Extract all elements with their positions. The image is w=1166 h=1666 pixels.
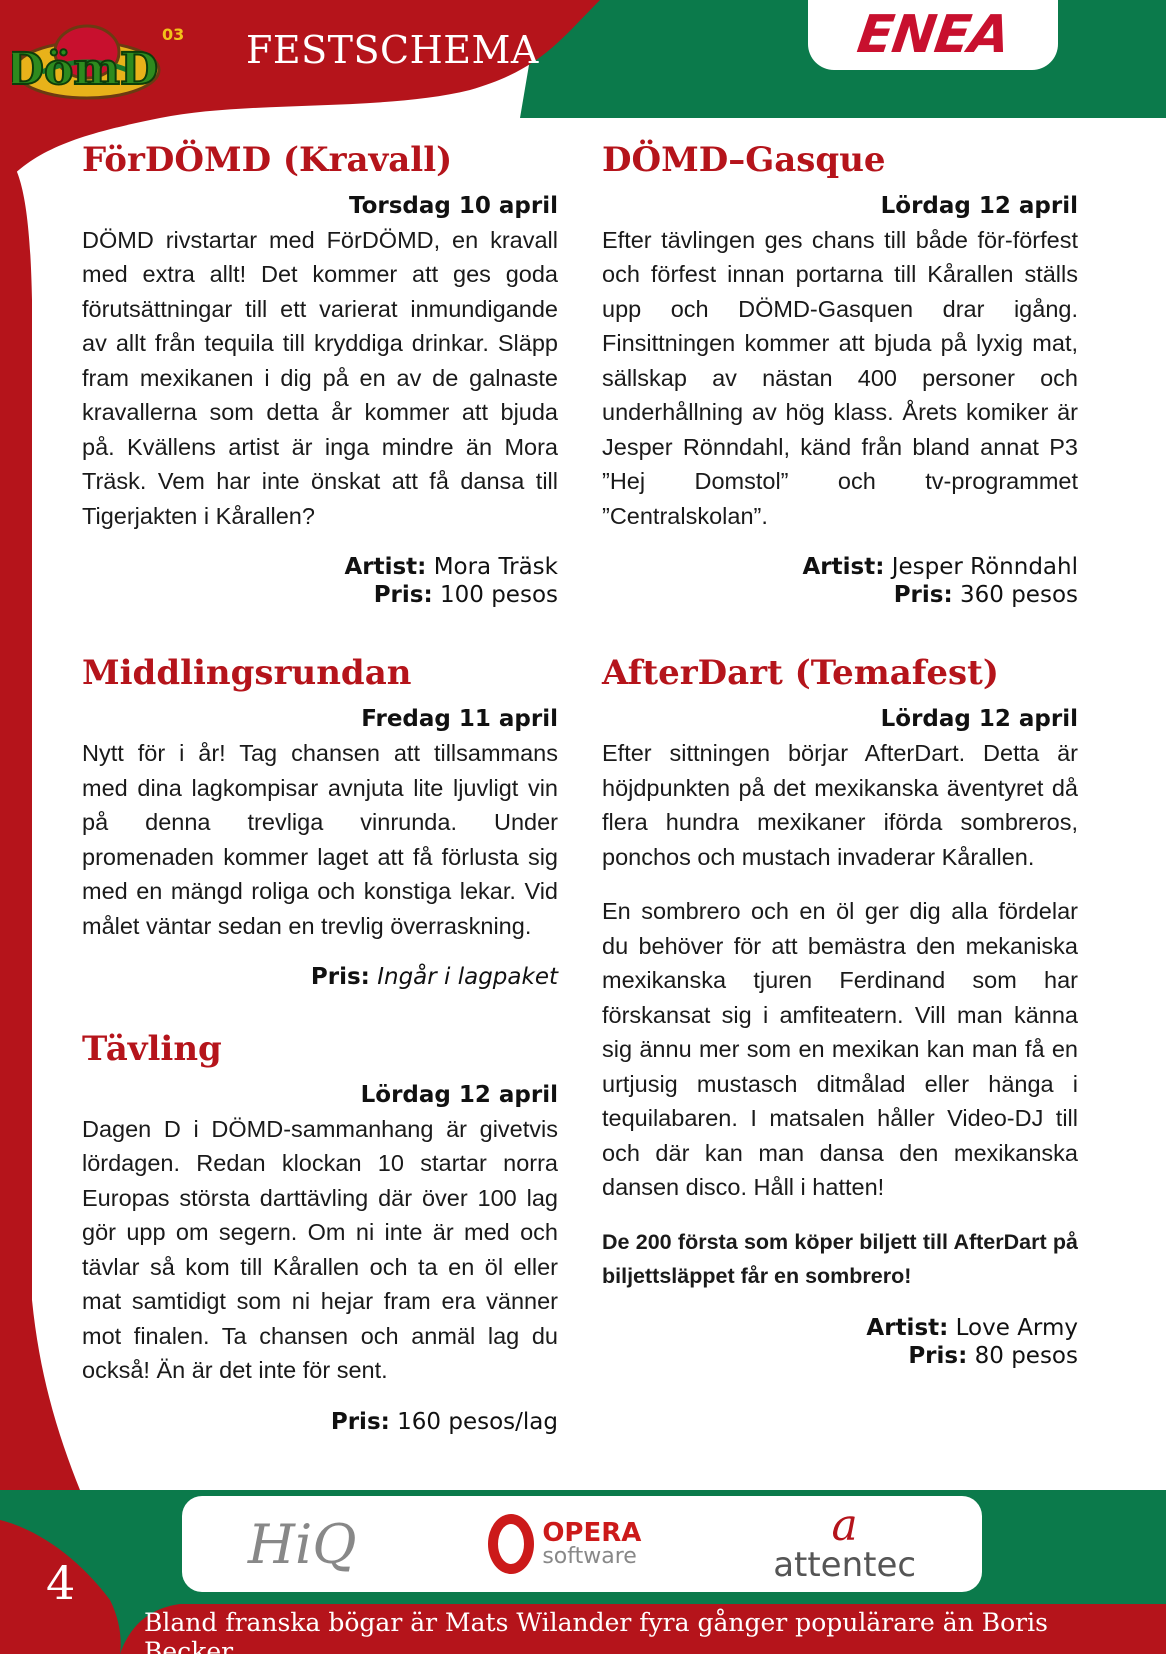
section-body: Efter sittningen börjar AfterDart. Detta är höjdpunkten på det mexikanska äventyret då flera hundra mexikaner iförda sombreros, ponchos och mustach invaderar Kårallen. xyxy=(602,740,1078,870)
page-title: FESTSCHEMA xyxy=(246,28,539,72)
price-line xyxy=(602,581,1078,609)
section-title: Middlingsrundan xyxy=(82,653,412,694)
sombrero-logo-icon xyxy=(12,12,242,112)
artist-line xyxy=(602,553,1078,581)
opera-logo xyxy=(488,1504,641,1584)
opera-logo-subtext: software xyxy=(542,1544,637,1569)
price-line xyxy=(82,963,558,991)
price-value: 100 pesos xyxy=(440,582,558,609)
section-body: Dagen D i DÖMD-sammanhang är givetvis lördagen. Redan klockan 10 startar norra Europas största darttävling där över 100 lag gör upp om segern. Om ni inte är med och tävlar så kom till Kårallen och ta en öl eller mat samtidigt som ni hejar fram era vänner mot finalen. Ta chansen och anmäl lag du också! Än är det inte för sent. xyxy=(82,1115,558,1384)
left-column xyxy=(82,140,558,1436)
section-fordomd xyxy=(82,140,558,609)
sombrero-offer: De 200 första som köper biljett till AfterDart på biljettsläppet får en sombrero! xyxy=(602,1229,1078,1289)
section-date: Fredag 11 april xyxy=(361,706,558,733)
footer-quote: Bland franska bögar är Mats Wilander fyra gånger populärare än Boris Becker. xyxy=(144,1608,1048,1666)
domd-logo xyxy=(12,12,242,112)
enea-logo xyxy=(808,0,1058,70)
hiq-logo xyxy=(248,1504,357,1584)
artist-line xyxy=(82,553,558,581)
price-label: Pris: xyxy=(908,1342,968,1369)
section-body: DÖMD rivstartar med FörDÖMD, en kravall med extra allt! Det kommer att ges goda förutsättningar till ett varierat inmundigande av allt från tequila till kryddiga drinkar. Släpp fram mexikanen i dig på en av de galnaste kravallerna som detta år kommer att bjuda på. Kvällens artist är inga mindre än Mora Träsk. Vem har inte önskat att få dansa till Tigerjakten i Kårallen? xyxy=(82,226,558,529)
section-gasque xyxy=(602,140,1078,609)
section-body: Nytt för i år! Tag chansen att tillsammans med dina lagkompisar avnjuta lite ljuvligt vin på denna trevliga vinrunda. Under promenaden kommer laget att få förlusta sig med en mängd roliga och konstiga lekar. Vid målet väntar sedan en trevlig överraskning. xyxy=(82,740,558,939)
section-title: AfterDart (Temafest) xyxy=(602,653,999,694)
artist-label: Artist: xyxy=(866,1314,949,1341)
sponsor-bar xyxy=(182,1496,982,1592)
artist-value: Love Army xyxy=(955,1314,1078,1341)
attentec-logo-text: attentec xyxy=(773,1545,917,1585)
section-afterdart xyxy=(602,653,1078,1369)
price-value: 160 pesos/lag xyxy=(397,1408,558,1435)
section-tavling xyxy=(82,1029,558,1436)
artist-line xyxy=(602,1314,1078,1342)
price-label: Pris: xyxy=(330,1408,390,1435)
section-date: Torsdag 10 april xyxy=(348,192,558,219)
svg-text:DömD: DömD xyxy=(12,44,159,95)
section-body-2: En sombrero och en öl ger dig alla fördelar du behöver för att bemästra den mekaniska mexikanska tjuren Ferdinand som har förskansat sig i amfiteatern. Vill man känna sig ännu mer som en mexikan kan man få en urtjusig mustasch ditmålad eller hänga i tequilabaren. I matsalen håller Video-DJ till och där kan man dansa den mexikanska dansen disco. Håll i hatten! xyxy=(602,898,1078,1201)
page-number: 4 xyxy=(46,1556,76,1610)
price-line xyxy=(602,1342,1078,1370)
price-label: Pris: xyxy=(893,582,953,609)
price-line xyxy=(82,1408,558,1436)
hiq-logo-text: HiQ xyxy=(247,1512,357,1576)
section-date: Lördag 12 april xyxy=(880,706,1078,733)
enea-logo-text: ENEA xyxy=(853,5,1013,65)
artist-value: Mora Träsk xyxy=(433,554,558,581)
price-line xyxy=(82,581,558,609)
section-title: Tävling xyxy=(82,1029,222,1070)
section-date: Lördag 12 april xyxy=(880,192,1078,219)
price-value: Ingår i lagpaket xyxy=(377,964,558,991)
price-label: Pris: xyxy=(373,582,433,609)
attentec-logo xyxy=(773,1500,917,1585)
section-date: Lördag 12 april xyxy=(360,1081,558,1108)
opera-o-icon xyxy=(488,1514,534,1574)
section-middlingsrundan xyxy=(82,653,558,991)
section-body: Efter tävlingen ges chans till både för-förfest och förfest innan portarna till Kårallen ställs upp och DÖMD-Gasquen drar igång. Finsittningen kommer att bjuda på lyxig mat, sällskap av nästan 400 personer och underhållning av hög klass. Årets komiker är Jesper Rönndahl, känd från bland annat P3 ”Hej Domstol” och tv-programmet ”Centralskolan”. xyxy=(602,226,1078,529)
artist-value: Jesper Rönndahl xyxy=(891,554,1078,581)
artist-label: Artist: xyxy=(344,554,427,581)
right-column xyxy=(602,140,1078,1370)
attentec-symbol-icon: a xyxy=(831,1500,858,1551)
artist-label: Artist: xyxy=(802,554,885,581)
opera-logo-text: OPERA xyxy=(542,1518,642,1548)
section-title: DÖMD–Gasque xyxy=(602,140,886,180)
price-value: 80 pesos xyxy=(974,1342,1078,1369)
section-title: FörDÖMD (Kravall) xyxy=(82,140,453,180)
svg-text:03: 03 xyxy=(162,25,185,44)
price-label: Pris: xyxy=(310,964,370,991)
price-value: 360 pesos xyxy=(960,582,1078,609)
